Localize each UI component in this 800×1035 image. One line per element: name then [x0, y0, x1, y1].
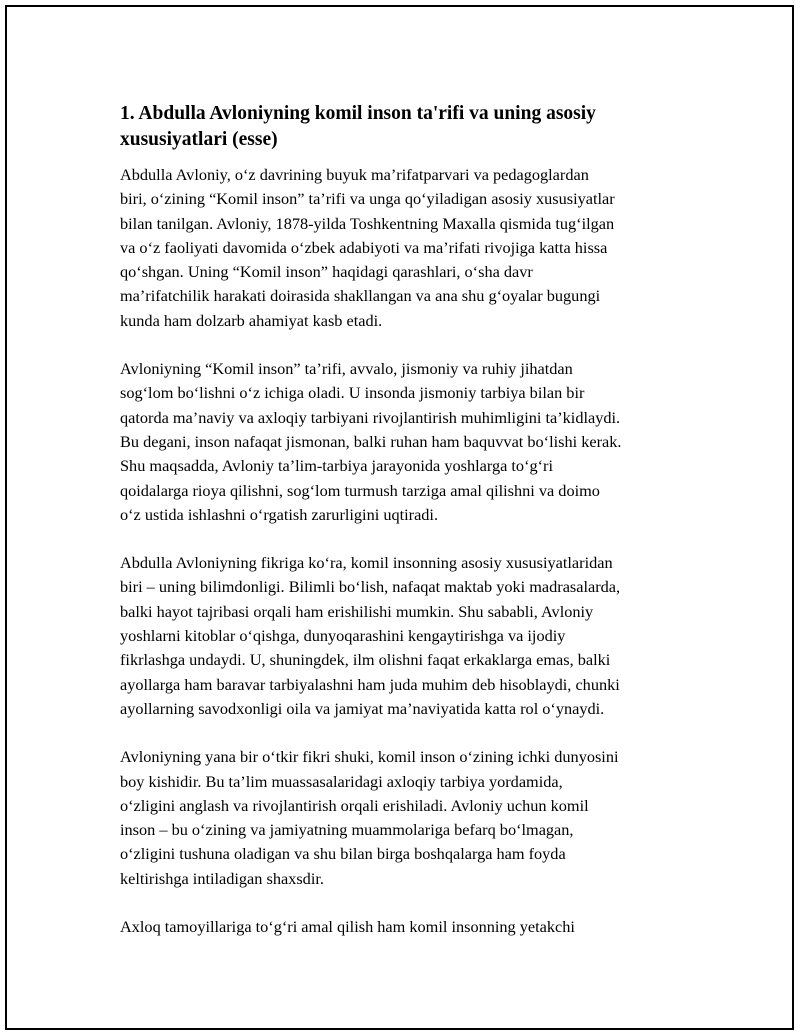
- text-line: Abdulla Avloniy, o‘z davrining buyuk ma’rifatparvari va pedagoglardan: [120, 165, 589, 184]
- text-line: ayollarga ham baravar tarbiyalashni ham juda muhim deb hisoblaydi, chunki: [120, 674, 620, 694]
- text-line: boy kishidir. Bu ta’lim muassasalaridagi axloqiy tarbiya yordamida,: [120, 771, 563, 791]
- text-line: biri – uning bilimdonligi. Bilimli bo‘lish, nafaqat maktab yoki madrasalarda,: [120, 577, 621, 597]
- text-line: Axloq tamoyillariga to‘g‘ri amal qilish ham komil insonning yetakchi: [120, 917, 575, 937]
- document-title: [120, 101, 700, 153]
- title-line: xususiyatlari (esse): [120, 129, 278, 150]
- paragraph-ethics: [120, 915, 700, 939]
- text-line: Abdulla Avloniyning fikriga ko‘ra, komil insonning asosiy xususiyatlaridan: [120, 553, 613, 573]
- paragraph-intro: [120, 163, 700, 333]
- paragraph-definition: [120, 357, 700, 527]
- text-line: o‘zligini anglash va rivojlantirish orqali erishiladi. Avloniy uchun komil: [120, 795, 589, 815]
- document-body: [120, 101, 700, 963]
- text-line: ma’rifatchilik harakati doirasida shakllangan va ana shu g‘oyalar bugungi: [120, 286, 601, 306]
- text-line: o‘z ustida ishlashni o‘rgatish zarurligini uqtiradi.: [120, 504, 439, 524]
- text-line: kunda ham dolzarb ahamiyat kasb etadi.: [120, 310, 383, 330]
- text-line: o‘zligini tushuna oladigan va shu bilan birga boshqalarga ham foyda: [120, 844, 566, 864]
- text-line: Avloniyning “Komil inson” ta’rifi, avvalo, jismoniy va ruhiy jihatdan: [120, 359, 573, 379]
- text-line: ayollarning savodxonligi oila va jamiyat ma’naviyatida katta rol o‘ynaydi.: [120, 698, 605, 718]
- text-line: balki hayot tajribasi orqali ham erishilishi mumkin. Shu sababli, Avloniy: [120, 601, 594, 621]
- text-line: qatorda ma’naviy va axloqiy tarbiyani rivojlantirish muhimligini ta’kidlaydi.: [120, 407, 621, 427]
- text-line: va o‘z faoliyati davomida o‘zbek adabiyoti va ma’rifati rivojiga katta hissa: [120, 237, 608, 257]
- text-line: yoshlarni kitoblar o‘qishga, dunyoqarashini kengaytirishga va ijodiy: [120, 626, 566, 646]
- text-line: Shu maqsadda, Avloniy ta’lim-tarbiya jarayonida yoshlarga to‘g‘ri: [120, 456, 554, 476]
- paragraph-inner-world: [120, 745, 700, 891]
- text-line: qo‘shgan. Uning “Komil inson” haqidagi qarashlari, o‘sha davr: [120, 262, 533, 282]
- text-line: inson – bu o‘zining va jamiyatning muammolariga befarq bo‘lmagan,: [120, 820, 574, 840]
- title-line: 1. Abdulla Avloniyning komil inson ta'rifi va uning asosiy: [120, 103, 596, 124]
- text-line: Avloniyning yana bir o‘tkir fikri shuki, komil inson o‘zining ichki dunyosini: [120, 747, 619, 767]
- text-line: fikrlashga undaydi. U, shuningdek, ilm olishni faqat erkaklarga emas, balki: [120, 650, 611, 670]
- text-line: sog‘lom bo‘lishni o‘z ichiga oladi. U insonda jismoniy tarbiya bilan bir: [120, 383, 585, 403]
- page-frame: [5, 5, 794, 1030]
- text-line: bilan tanilgan. Avloniy, 1878-yilda Toshkentning Maxalla qismida tug‘ilgan: [120, 213, 615, 233]
- text-line: biri, o‘zining “Komil inson” ta’rifi va unga qo‘yiladigan asosiy xususiyatlar: [120, 189, 615, 209]
- text-line: Bu degani, inson nafaqat jismonan, balki ruhan ham baquvvat bo‘lishi kerak.: [120, 431, 622, 451]
- paragraph-knowledge: [120, 551, 700, 721]
- text-line: keltirishga intiladigan shaxsdir.: [120, 868, 324, 888]
- text-line: qoidalarga rioya qilishni, sog‘lom turmush tarziga amal qilishni va doimo: [120, 480, 600, 500]
